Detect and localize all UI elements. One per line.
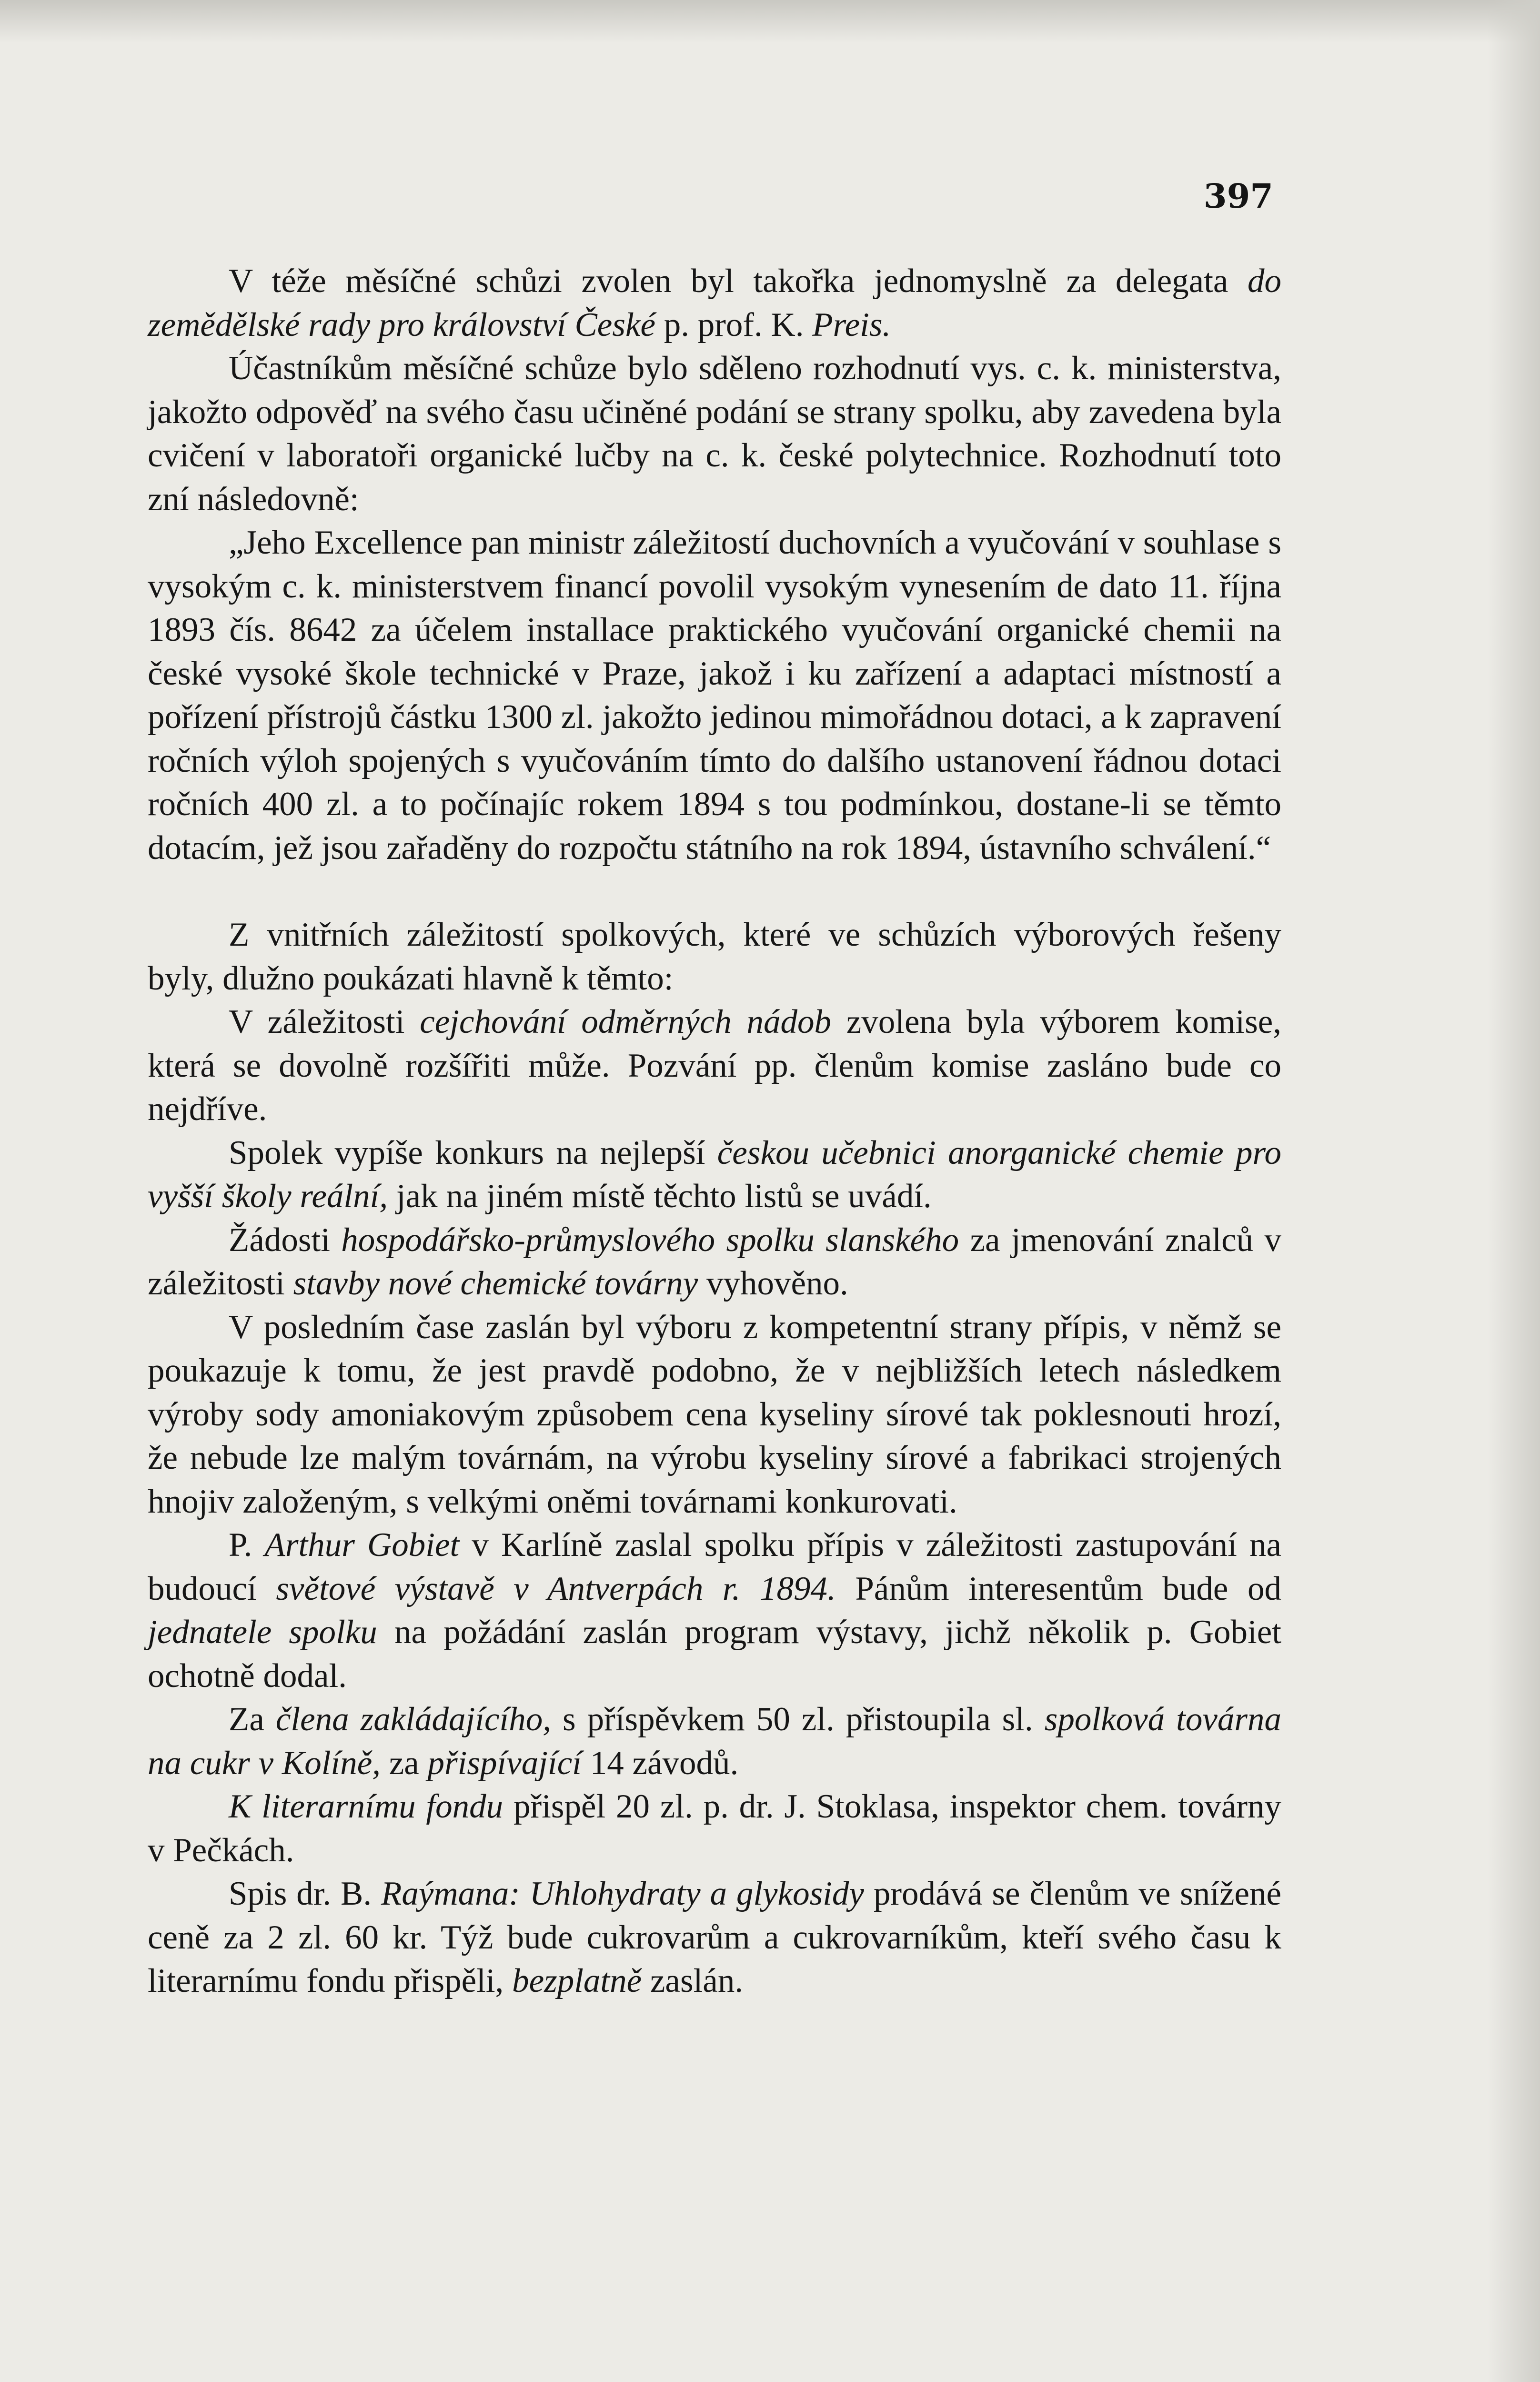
text-run: Spis dr. B. <box>229 1875 382 1912</box>
text-run: prodává se členům ve snížené ceně za 2 zl. 60 kr. Týž bude cukrovarům a cukrovarníkům, kteří svého času k literarnímu fondu přispěli, <box>148 1875 1281 1999</box>
paragraph-raymann-book <box>148 1872 1281 2003</box>
italic-text: cejchování odměrných nádob <box>420 1003 832 1040</box>
paragraph-antwerp-exhibition <box>148 1524 1281 1698</box>
paragraph-sulfuric-acid-letter <box>148 1306 1281 1524</box>
paragraph-literary-fund <box>148 1785 1281 1872</box>
paragraph-slany-request <box>148 1219 1281 1306</box>
scan-shadow-top <box>0 0 1540 43</box>
text-run: P. <box>229 1526 265 1564</box>
text-run: v Karlíně zaslal spolku přípis v záležitosti zastupování na budoucí <box>148 1526 1281 1607</box>
text-run: Účastníkům měsíčné schůze bylo sděleno rozhodnutí vys. c. k. ministerstva, jakožto odpověď na svého času učiněné podání se strany spolku, aby zavedena byla cvičení v laboratoři organické lučby na c. k. české polytechnice. Rozhodnutí toto zní následovně: <box>148 350 1281 518</box>
text-run: Za <box>229 1701 276 1738</box>
italic-text: hospodářsko-průmyslového spolku slanského <box>341 1221 959 1259</box>
text-run: za <box>381 1744 428 1782</box>
italic-text: Raýmana: Uhlohydraty a glykosidy <box>381 1875 864 1912</box>
text-run: V záležitosti <box>229 1003 420 1040</box>
text-run: „Jeho Excellence pan ministr záležitostí duchovních a vyučování v souhlase s vysokým c. k. ministerstvem financí povolil vysokým vynesením de dato 11. října 1893 čís. 8642 za účelem installace praktického vyučování organické chemii na české vysoké škole technické v Praze, jakož i ku zařízení a adaptaci místností a pořízení přístrojů částku 1300 zl. jakožto jedinou mimořádnou dotaci, a k zapravení ročních výloh spojených s vyučováním tímto do dalšího ustanovení řádnou dotaci ročních 400 zl. a to počínajíc rokem 1894 s tou podmínkou, dostane-li se těmto dotacím, jež jsou zařaděny do rozpočtu státního na rok 1894, ústavního schválení.“ <box>148 524 1281 867</box>
text-run: za jmenování znalců v záležitosti <box>148 1221 1281 1302</box>
text-run: vyhověno. <box>698 1265 848 1302</box>
paragraph-calibration-commission <box>148 1000 1281 1131</box>
italic-text: spolková továrna na cukr v Kolíně, <box>148 1701 1281 1782</box>
paragraph-ministry-decision-intro <box>148 347 1281 521</box>
text-run: V téže měsíčné schůzi zvolen byl takořka jednomyslně za delegata <box>229 262 1248 300</box>
text-run: jak na jiném místě těchto listů se uvádí. <box>388 1178 932 1215</box>
italic-text: člena zakládajícího, <box>275 1701 551 1738</box>
italic-text: do zemědělské rady pro království České <box>148 262 1281 343</box>
scan-shadow-right <box>1488 0 1540 2382</box>
text-run: na požádání zaslán program výstavy, jichž několik p. Gobiet ochotně dodal. <box>148 1614 1281 1695</box>
text-run: Žádosti <box>229 1221 342 1259</box>
paragraph-founding-member <box>148 1698 1281 1785</box>
paragraph-ministry-decision-quote <box>148 521 1281 870</box>
text-run: V posledním čase zaslán byl výboru z kompetentní strany přípis, v němž se poukazuje k tomu, že jest pravdě podobno, že v nejbližších letech následkem výroby sody amoniakovým způsobem cena kyseliny sírové tak poklesnouti hrozí, že nebude lze malým továrnám, na výrobu kyseliny sírové a fabrikaci strojených hnojiv založeným, s velkými oněmi továrnami konkurovati. <box>148 1308 1281 1520</box>
text-run: zvolena byla výborem komise, která se dovolně rozšířiti může. Pozvání pp. členům komise zasláno bude co nejdříve. <box>148 1003 1281 1128</box>
italic-text: K literarnímu fondu <box>229 1788 503 1825</box>
paragraph-textbook-competition <box>148 1131 1281 1219</box>
text-run: 14 závodů. <box>581 1744 739 1782</box>
text-run: zaslán. <box>642 1962 744 1999</box>
italic-text: Arthur Gobiet <box>264 1526 460 1564</box>
italic-text: jednatele spolku <box>148 1614 377 1651</box>
italic-text: bezplatně <box>512 1962 642 1999</box>
text-run: přispěl 20 zl. p. dr. J. Stoklasa, inspektor chem. továrny v Pečkách. <box>148 1788 1281 1869</box>
page-number: 397 <box>1203 176 1273 216</box>
paragraph-internal-matters <box>148 913 1281 1000</box>
body-text <box>148 260 1281 2003</box>
text-run: p. prof. K. <box>655 306 813 343</box>
italic-text: českou učebnici anorganické chemie pro vyšší školy reální, <box>148 1134 1281 1215</box>
italic-text: Preis. <box>812 306 891 343</box>
text-run: Pánům interesentům bude od <box>835 1570 1281 1607</box>
paragraph-delegate-election <box>148 260 1281 347</box>
text-run: s příspěvkem 50 zl. přistoupila sl. <box>551 1701 1045 1738</box>
italic-text: přispívající <box>427 1744 582 1782</box>
italic-text: světové výstavě v Antverpách r. 1894. <box>276 1570 836 1607</box>
text-run: Spolek vypíše konkurs na nejlepší <box>229 1134 717 1171</box>
text-run: Z vnitřních záležitostí spolkových, které ve schůzích výborových řešeny byly, dlužno poukázati hlavně k těmto: <box>148 916 1281 997</box>
italic-text: stavby nové chemické továrny <box>293 1265 698 1302</box>
